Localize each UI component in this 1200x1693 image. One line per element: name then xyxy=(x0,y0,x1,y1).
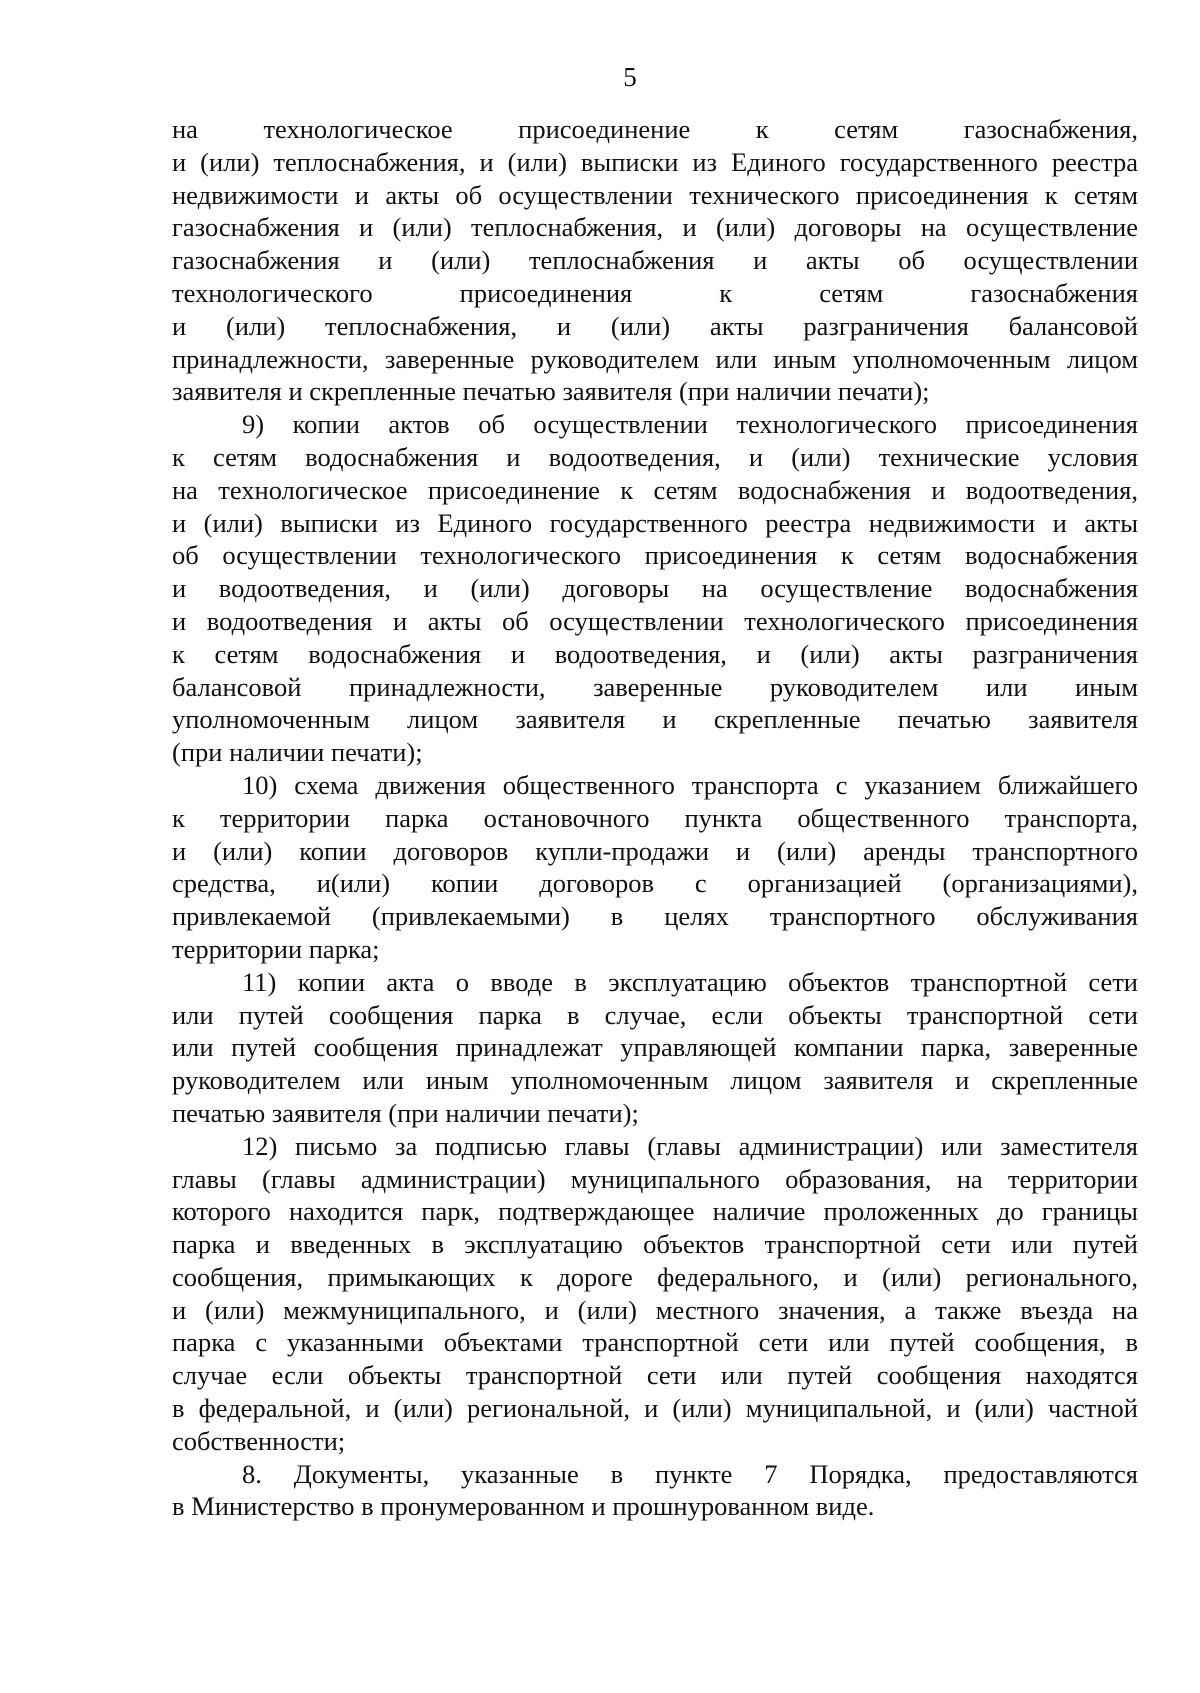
text-line: привлекаемой (привлекаемыми) в целях транспортного обслуживания xyxy=(172,901,1138,932)
text-line: территории парка; xyxy=(172,933,380,964)
paragraph xyxy=(172,408,1138,769)
paragraph xyxy=(172,966,1138,1130)
text-line: и водоотведения и акты об осуществлении технологического присоединения xyxy=(172,605,1138,636)
document-body xyxy=(172,113,1138,1523)
text-line: (при наличии печати); xyxy=(172,737,423,768)
page-number: 5 xyxy=(623,62,637,92)
text-line: 9) копии актов об осуществлении технологического присоединения xyxy=(242,409,1138,440)
paragraph xyxy=(172,1130,1138,1458)
text-line: и (или) выписки из Единого государственного реестра недвижимости и акты xyxy=(172,507,1138,538)
text-line: в Министерство в пронумерованном и прошнурованном виде. xyxy=(172,1491,875,1522)
text-line: 8. Документы, указанные в пункте 7 Порядка, предоставляются xyxy=(242,1458,1138,1489)
text-line: 10) схема движения общественного транспорта с указанием ближайшего xyxy=(242,769,1138,800)
text-line: средства, и(или) копии договоров с организацией (организациями), xyxy=(172,868,1138,899)
text-line: и (или) копии договоров купли-продажи и (или) аренды транспортного xyxy=(172,835,1138,866)
text-line: 12) письмо за подписью главы (главы администрации) или заместителя xyxy=(242,1130,1138,1161)
text-line: главы (главы администрации) муниципального образования, на территории xyxy=(172,1163,1138,1194)
text-line: заявителя и скрепленные печатью заявителя (при наличии печати); xyxy=(172,376,930,407)
text-line: на технологическое присоединение к сетям газоснабжения, xyxy=(172,114,1138,144)
text-line: собственности; xyxy=(172,1425,346,1456)
text-line: уполномоченным лицом заявителя и скрепленные печатью заявителя xyxy=(172,704,1138,735)
text-line: об осуществлении технологического присоединения к сетям водоснабжения xyxy=(172,540,1138,571)
text-line: балансовой принадлежности, заверенные руководителем или иным xyxy=(172,671,1138,702)
text-line: газоснабжения и (или) теплоснабжения, и (или) договоры на осуществление xyxy=(172,212,1138,243)
text-line: к сетям водоснабжения и водоотведения, и (или) акты разграничения xyxy=(172,638,1138,669)
text-line: на технологическое присоединение к сетям водоснабжения и водоотведения, xyxy=(172,474,1138,505)
paragraph xyxy=(172,769,1138,966)
text-line: и (или) межмуниципального, и (или) местного значения, а также въезда на xyxy=(172,1294,1138,1325)
text-line: и (или) теплоснабжения, и (или) акты разграничения балансовой xyxy=(172,310,1138,341)
paragraph xyxy=(172,1458,1138,1524)
text-line: газоснабжения и (или) теплоснабжения и акты об осуществлении xyxy=(172,245,1138,276)
text-line: сообщения, примыкающих к дороге федерального, и (или) регионального, xyxy=(172,1261,1138,1292)
text-line: в федеральной, и (или) региональной, и (или) муниципальной, и (или) частной xyxy=(172,1393,1138,1424)
text-line: или путей сообщения принадлежат управляющей компании парка, заверенные xyxy=(172,1032,1138,1063)
text-line: технологического присоединения к сетям газоснабжения xyxy=(172,277,1138,308)
text-line: и водоотведения, и (или) договоры на осуществление водоснабжения xyxy=(172,573,1138,604)
text-line: 11) копии акта о вводе в эксплуатацию объектов транспортной сети xyxy=(242,966,1138,997)
text-line: парка и введенных в эксплуатацию объектов транспортной сети или путей xyxy=(172,1229,1138,1260)
text-line: печатью заявителя (при наличии печати); xyxy=(172,1097,639,1128)
text-line: руководителем или иным уполномоченным лицом заявителя и скрепленные xyxy=(172,1065,1138,1096)
text-line: или путей сообщения парка в случае, если объекты транспортной сети xyxy=(172,999,1138,1030)
text-line: и (или) теплоснабжения, и (или) выписки из Единого государственного реестра xyxy=(172,146,1138,177)
text-line: к сетям водоснабжения и водоотведения, и (или) технические условия xyxy=(172,441,1138,472)
text-line: принадлежности, заверенные руководителем или иным уполномоченным лицом xyxy=(172,343,1138,374)
text-line: случае если объекты транспортной сети или путей сообщения находятся xyxy=(172,1360,1138,1391)
text-line: к территории парка остановочного пункта общественного транспорта, xyxy=(172,802,1138,833)
text-line: недвижимости и акты об осуществлении технического присоединения к сетям xyxy=(172,179,1138,210)
paragraph xyxy=(172,113,1138,408)
text-line: парка с указанными объектами транспортной сети или путей сообщения, в xyxy=(172,1327,1138,1358)
text-line: которого находится парк, подтверждающее наличие проложенных до границы xyxy=(172,1196,1138,1227)
